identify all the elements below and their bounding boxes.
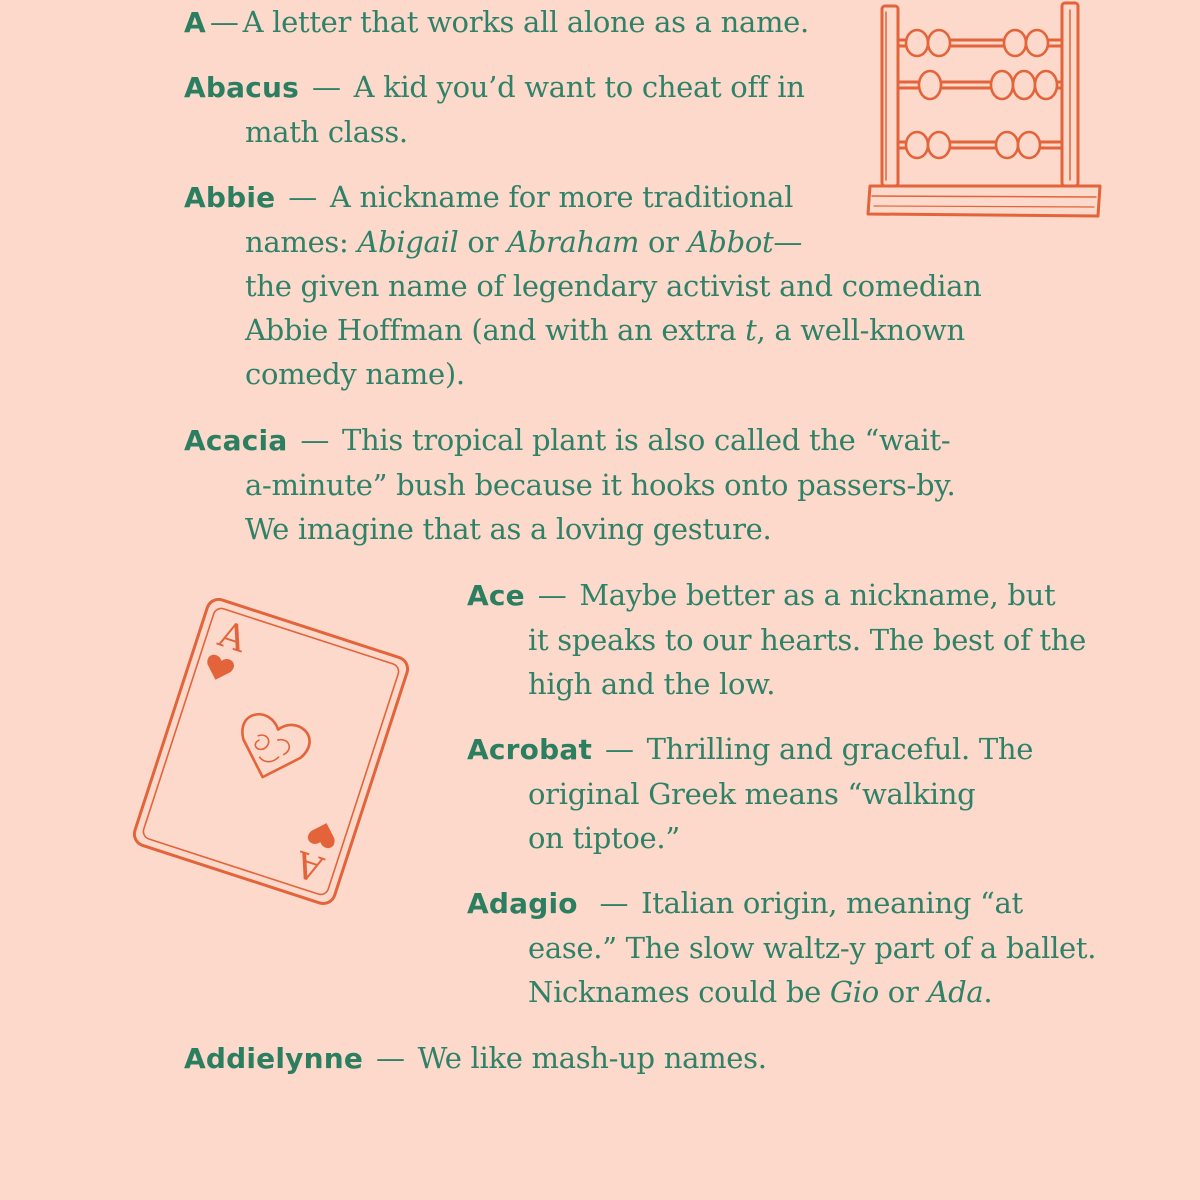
- text-span: names:: [245, 225, 358, 259]
- entry-acacia: [184, 418, 955, 551]
- entry-definition-line: high and the low.: [528, 667, 776, 701]
- entry-term: Acrobat: [467, 733, 593, 766]
- entry-a: [184, 0, 809, 45]
- entry-definition-line: original Greek means “walking: [528, 777, 976, 811]
- text-span: or: [458, 225, 508, 259]
- entry-adagio: [467, 881, 1096, 1014]
- text-span: or: [639, 225, 688, 259]
- entry-definition-line: ease.” The slow waltz-y part of a ballet.: [528, 931, 1097, 965]
- entry-definition: Italian origin, meaning “at: [641, 886, 1023, 920]
- entry-definition-continued: math class.: [245, 115, 408, 149]
- italic-name: Abigail: [357, 225, 459, 259]
- entry-definition: We like mash-up names.: [417, 1041, 767, 1075]
- abacus-base: [868, 186, 1100, 216]
- entry-term: Abbie: [184, 181, 276, 214]
- entry-definition-line: [467, 970, 1096, 1014]
- italic-name: Abbot: [687, 225, 774, 259]
- entry-definition-line: on tiptoe.”: [528, 821, 680, 855]
- entry-term: Acacia: [184, 424, 288, 457]
- entry-definition: Thrilling and graceful. The: [646, 732, 1034, 766]
- abacus-illustration: [862, 0, 1107, 225]
- entry-definition: Maybe better as a nickname, but: [579, 578, 1056, 612]
- text-span: or: [878, 975, 928, 1009]
- entry-term: Ace: [467, 579, 525, 612]
- italic-letter: t: [745, 313, 757, 347]
- entry-definition: This tropical plant is also called the “wait-: [342, 423, 951, 457]
- entry-acrobat: [467, 727, 1033, 860]
- entry-definition: A letter that works all alone as a name.: [242, 5, 809, 39]
- text-span: , a well-known: [756, 313, 965, 347]
- em-dash: —: [300, 423, 330, 457]
- card-rank-top: A: [213, 613, 252, 661]
- italic-name: Ada: [927, 975, 984, 1009]
- text-span: Abbie Hoffman (and with an extra: [245, 313, 746, 347]
- em-dash: —: [288, 180, 317, 214]
- entry-definition-line: We imagine that as a loving gesture.: [245, 512, 772, 546]
- italic-name: Abraham: [507, 225, 640, 259]
- entry-definition-line: it speaks to our hearts. The best of the: [528, 623, 1087, 657]
- em-dash: —: [209, 5, 239, 39]
- abacus-beads: [906, 30, 1057, 158]
- entry-term: Addielynne: [184, 1042, 364, 1075]
- entry-term: A: [184, 6, 206, 39]
- entry-definition-line: the given name of legendary activist and comedian: [245, 269, 982, 303]
- em-dash: —: [599, 886, 629, 920]
- entry-definition-line: [184, 220, 982, 264]
- card-rank-bottom: A: [290, 841, 329, 890]
- entry-definition: A kid you’d want to cheat off in: [353, 70, 805, 104]
- entry-definition-line: a-minute” bush because it hooks onto passers-by.: [245, 468, 956, 502]
- text-span: .: [983, 975, 993, 1009]
- entry-definition-line: comedy name).: [245, 357, 465, 391]
- em-dash: —: [604, 732, 634, 766]
- text-span: Nicknames could be: [528, 975, 830, 1009]
- em-dash: —: [375, 1041, 405, 1075]
- text-span: —: [773, 225, 803, 259]
- entry-abacus: [184, 65, 805, 154]
- entry-term: Adagio: [467, 887, 578, 920]
- ace-of-hearts-card-illustration: [105, 580, 435, 915]
- entry-definition: A nickname for more traditional: [329, 180, 794, 214]
- entry-term: Abacus: [184, 71, 300, 104]
- em-dash: —: [537, 578, 567, 612]
- entry-addielynne: [184, 1036, 767, 1081]
- em-dash: —: [311, 70, 341, 104]
- entry-definition-line: [184, 308, 982, 352]
- heart-icon: [230, 710, 314, 788]
- italic-name: Gio: [829, 975, 879, 1009]
- entry-ace: [467, 573, 1086, 706]
